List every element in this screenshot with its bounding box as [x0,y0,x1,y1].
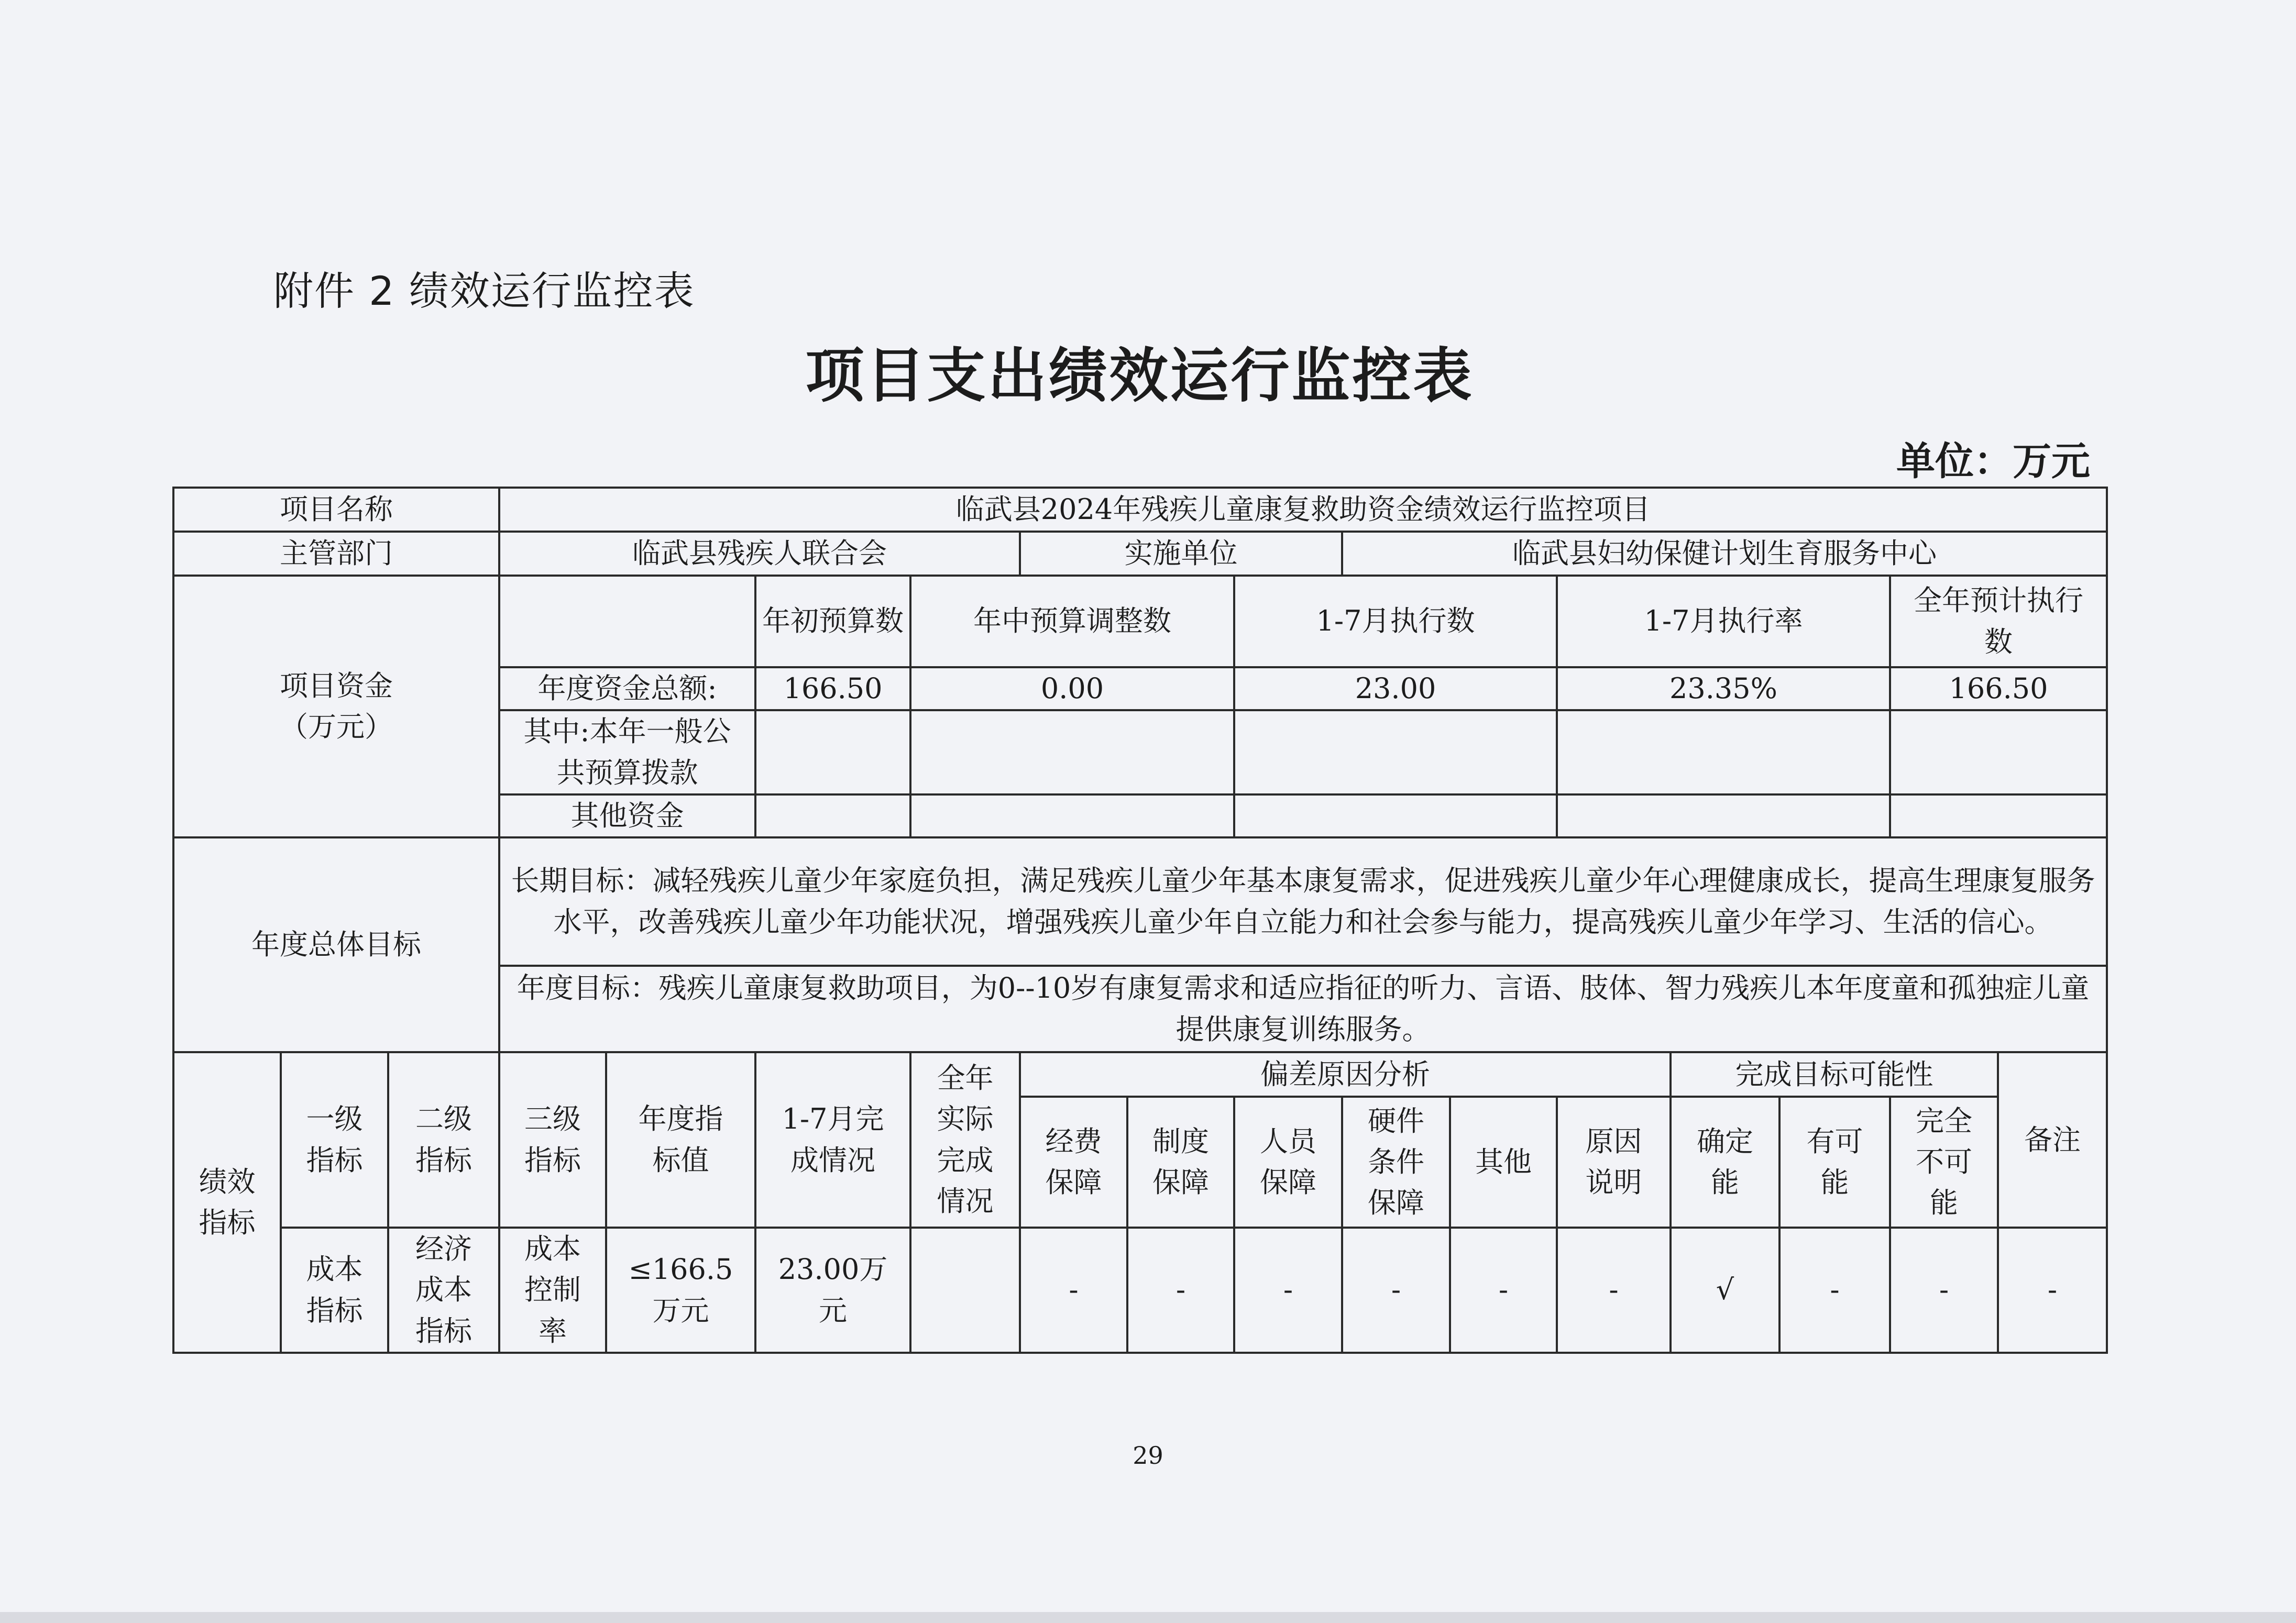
goals-label: 年度总体目标 [173,837,499,1052]
row-annual-target-text: ≤166.5万元 [628,1253,733,1327]
funds-general-adjust [910,710,1234,794]
row-like-impossible: - [1890,1228,1998,1353]
funds-general-text: 其中:本年一般公共预算拨款 [523,715,731,789]
row-like-possible: - [1779,1228,1890,1353]
hdr-level2-text: 二级指标 [415,1102,472,1177]
hdr-like-impossible-text: 完全不可能 [1916,1104,1972,1220]
funds-other-rate [1557,794,1890,837]
hdr-dev-staff-text: 人员保障 [1260,1124,1316,1199]
funds-total-initial: 166.50 [755,667,910,710]
hdr-dev-reason-text: 原因说明 [1585,1124,1642,1199]
row-level3 [499,1228,606,1353]
row-level3-text: 成本控制率 [524,1232,581,1348]
hdr-level2 [388,1052,499,1228]
hdr-likelihood-group: 完成目标可能性 [1671,1052,1998,1097]
row-dev-other: - [1450,1228,1557,1353]
hdr-annual-target-text: 年度指标值 [638,1102,723,1177]
funds-col-adjust: 年中预算调整数 [910,576,1234,667]
hdr-level3-text: 三级指标 [524,1102,581,1177]
hdr-dev-reason [1557,1097,1671,1228]
funds-other-adjust [910,794,1234,837]
project-name-label: 项目名称 [173,488,499,532]
goals-long-term: 长期目标：减轻残疾儿童少年家庭负担，满足残疾儿童少年基本康复需求，促进残疾儿童少年心理健康成长，提高生理康复服务水平，改善残疾儿童少年功能状况，增强残疾儿童少年自立能力和社会参与能力，提高残疾儿童少年学习、生活的信心。 [499,837,2107,966]
hdr-dev-staff [1234,1097,1342,1228]
row-dev-funding: - [1020,1228,1127,1353]
page-title-text: 项目支出绩效运行监控表 [805,341,1474,410]
page-number: 29 [1133,1441,1163,1470]
row-level1 [281,1228,388,1353]
funds-other-label: 其他资金 [499,794,755,837]
hdr-remark: 备注 [1998,1052,2107,1228]
hdr-dev-system [1127,1097,1234,1228]
funds-other-initial [755,794,910,837]
funds-col-initial: 年初预算数 [755,576,910,667]
hdr-actual-text: 全年实际完成情况 [937,1062,994,1218]
hdr-level1-text: 一级指标 [306,1102,363,1177]
funds-col-forecast-text: 全年预计执行数 [1914,584,2083,658]
funds-col-rate: 1-7月执行率 [1557,576,1890,667]
funds-total-adjust: 0.00 [910,667,1234,710]
hdr-actual [910,1052,1020,1228]
hdr-dev-system-text: 制度保障 [1152,1124,1209,1199]
project-name-value: 临武县2024年残疾儿童康复救助资金绩效运行监控项目 [499,488,2107,532]
funds-general-label [499,710,755,794]
hdr-dev-hardware-text: 硬件条件保障 [1368,1104,1424,1220]
scan-edge [0,1612,2296,1623]
impl-value: 临武县妇幼保健计划生育服务中心 [1342,532,2107,576]
indicators-section-text: 绩效指标 [199,1165,256,1240]
hdr-like-possible-text: 有可能 [1806,1124,1863,1199]
funds-col-exec: 1-7月执行数 [1234,576,1557,667]
row-level1-text: 成本指标 [306,1253,363,1327]
monitoring-table [172,487,2108,1354]
funds-general-initial [755,710,910,794]
row-like-certain: √ [1671,1228,1779,1353]
hdr-like-certain [1671,1097,1779,1228]
hdr-dev-other: 其他 [1450,1097,1557,1228]
row-progress [755,1228,910,1353]
row-annual-target [606,1228,755,1353]
funds-col-forecast [1890,576,2107,667]
dept-label: 主管部门 [173,532,499,576]
funds-general-rate [1557,710,1890,794]
funds-total-label: 年度资金总额: [499,667,755,710]
hdr-level1 [281,1052,388,1228]
funds-other-forecast [1890,794,2107,837]
dept-value: 临武县残疾人联合会 [499,532,1020,576]
row-dev-hardware: - [1342,1228,1450,1353]
hdr-dev-funding-text: 经费保障 [1045,1124,1102,1199]
row-level2-text: 经济成本指标 [415,1232,472,1348]
attachment-label: 附件 2 绩效运行监控表 [273,268,695,314]
row-remark: - [1998,1228,2107,1353]
hdr-dev-funding [1020,1097,1127,1228]
row-progress-text: 23.00万元 [778,1253,888,1327]
funds-corner [499,576,755,667]
funds-general-forecast [1890,710,2107,794]
funds-general-exec [1234,710,1557,794]
goals-annual: 年度目标：残疾儿童康复救助项目，为0--10岁有康复需求和适应指征的听力、言语、肢体、智力残疾儿本年度童和孤独症儿童提供康复训练服务。 [499,966,2107,1052]
funds-total-rate: 23.35% [1557,667,1890,710]
hdr-progress [755,1052,910,1228]
funds-label-text: 项目资金（万元） [280,669,393,744]
row-dev-reason: - [1557,1228,1671,1353]
funds-total-exec: 23.00 [1234,667,1557,710]
impl-label: 实施单位 [1020,532,1342,576]
row-dev-system: - [1127,1228,1234,1353]
page-title [0,329,2296,413]
hdr-like-impossible [1890,1097,1998,1228]
hdr-level3 [499,1052,606,1228]
funds-label [173,576,499,837]
funds-other-exec [1234,794,1557,837]
row-dev-staff: - [1234,1228,1342,1353]
row-actual [910,1228,1020,1353]
hdr-progress-text: 1-7月完成情况 [782,1102,884,1177]
hdr-dev-hardware [1342,1097,1450,1228]
hdr-like-possible [1779,1097,1890,1228]
unit-label: 单位：万元 [1896,439,2090,484]
funds-total-forecast: 166.50 [1890,667,2107,710]
hdr-deviation-group: 偏差原因分析 [1020,1052,1671,1097]
indicators-section-label [173,1052,281,1353]
row-level2 [388,1228,499,1353]
hdr-like-certain-text: 确定能 [1697,1124,1753,1199]
hdr-annual-target [606,1052,755,1228]
